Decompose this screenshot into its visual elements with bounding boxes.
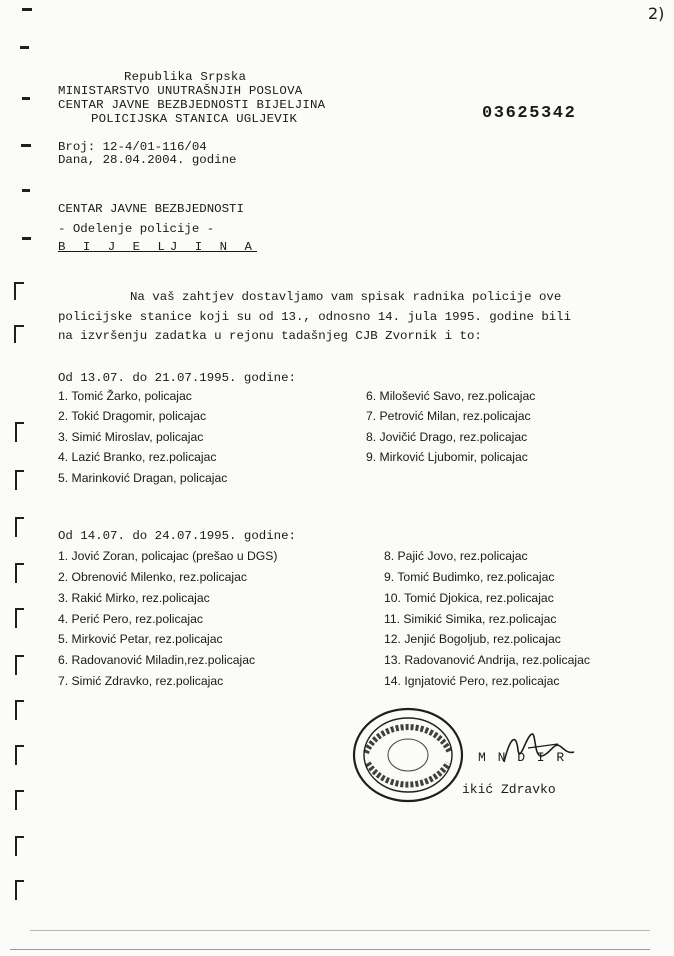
scan-bracket xyxy=(14,325,24,327)
scan-bracket xyxy=(15,836,17,856)
scan-bracket xyxy=(14,282,16,300)
scan-mark xyxy=(20,46,29,49)
scan-mark xyxy=(22,189,30,192)
scan-bracket xyxy=(15,517,17,537)
scan-bracket xyxy=(15,563,24,565)
scan-bracket xyxy=(15,470,17,490)
signatory-title: M N D I R xyxy=(478,750,567,765)
page-number-note: 2) xyxy=(648,4,665,23)
reference-number: Broj: 12-4/01-116/04 xyxy=(58,140,207,154)
list-item: 10. Tomić Djokica, rez.policajac xyxy=(384,591,554,605)
scan-bracket xyxy=(15,836,24,838)
list-item: 7. Simić Zdravko, rez.policajac xyxy=(58,674,224,688)
list-item: 3. Simić Miroslav, policajac xyxy=(58,430,204,444)
handwritten-signature xyxy=(498,728,578,768)
list-item: 6. Milošević Savo, rez.policajac xyxy=(366,389,536,403)
scan-mark xyxy=(21,144,31,147)
scan-mark xyxy=(22,8,32,11)
scan-bracket xyxy=(15,880,17,900)
scan-bracket xyxy=(15,700,24,702)
body-line: na izvršenju zadatka u rejonu tadašnjeg CJB Zvornik i to: xyxy=(58,329,482,343)
list-item: 13. Radovanović Andrija, rez.policajac xyxy=(384,653,590,667)
list-item: 9. Tomić Budimko, rez.policajac xyxy=(384,570,555,584)
scan-bracket xyxy=(14,282,24,284)
body-line: policijske stanice koji su od 13., odnosno 14. jula 1995. godine bili xyxy=(58,310,572,324)
document-date: Dana, 28.04.2004. godine xyxy=(58,153,237,167)
scan-bracket xyxy=(15,790,17,810)
scan-bracket xyxy=(15,745,17,765)
letterhead-line: Republika Srpska xyxy=(124,70,247,84)
list-item: 11. Simikić Simika, rez.policajac xyxy=(384,612,557,626)
recipient-line: CENTAR JAVNE BEZBJEDNOSTI xyxy=(58,202,244,216)
scan-bracket xyxy=(15,655,17,675)
list-item: 2. Tokić Dragomir, policajac xyxy=(58,409,207,423)
scan-rule xyxy=(30,930,650,931)
letterhead-line: POLICIJSKA STANICA UGLJEVIK xyxy=(91,112,298,126)
list-item: 8. Jovičić Drago, rez.policajac xyxy=(366,430,528,444)
list-item: 14. Ignjatović Pero, rez.policajac xyxy=(384,674,560,688)
group-heading: Od 13.07. do 21.07.1995. godine: xyxy=(58,371,296,385)
list-item: 9. Mirković Ljubomir, policajac xyxy=(366,450,528,464)
list-item: 5. Marinković Dragan, policajac xyxy=(58,471,228,485)
scan-mark xyxy=(22,97,30,100)
list-item: 6. Radovanović Miladin,rez.policajac xyxy=(58,653,256,667)
scan-bracket xyxy=(15,470,24,472)
body-line: Na vaš zahtjev dostavljamo vam spisak radnika policije ove xyxy=(130,290,562,304)
letterhead-line: MINISTARSTVO UNUTRAŠNJIH POSLOVA xyxy=(58,84,303,98)
scan-bracket xyxy=(15,608,24,610)
scan-bracket xyxy=(15,745,24,747)
scan-bracket xyxy=(15,790,24,792)
list-item: 1. Tomić Žarko, policajac xyxy=(58,389,192,403)
list-item: 8. Pajić Jovo, rez.policajac xyxy=(384,549,528,563)
list-item: 1. Jović Zoran, policajac (prešao u DGS) xyxy=(58,549,278,563)
scan-mark xyxy=(22,237,31,240)
document-number: 03625342 xyxy=(482,104,577,123)
list-item: 7. Petrović Milan, rez.policajac xyxy=(366,409,531,423)
group-heading: Od 14.07. do 24.07.1995. godine: xyxy=(58,529,296,543)
scan-bracket xyxy=(15,517,24,519)
scan-bracket xyxy=(15,700,17,720)
scan-bracket xyxy=(15,422,17,442)
recipient-city: B I J E LJ I N A xyxy=(58,240,257,254)
recipient-department: - Odelenje policije - xyxy=(58,222,215,236)
scan-bracket xyxy=(15,880,24,882)
scan-bracket xyxy=(15,608,17,628)
scan-bracket xyxy=(15,422,24,424)
list-item: 4. Lazić Branko, rez.policajac xyxy=(58,450,217,464)
list-item: 12. Jenjić Bogoljub, rez.policajac xyxy=(384,632,561,646)
list-item: 3. Rakić Mirko, rez.policajac xyxy=(58,591,210,605)
scan-bracket xyxy=(15,655,24,657)
scan-bracket xyxy=(14,325,16,343)
signatory-name: ikić Zdravko xyxy=(462,782,556,797)
list-item: 4. Perić Pero, rez.policajac xyxy=(58,612,203,626)
scan-rule xyxy=(10,949,650,950)
letterhead-line: CENTAR JAVNE BEZBJEDNOSTI BIJELJINA xyxy=(58,98,326,112)
scan-bracket xyxy=(15,563,17,583)
list-item: 5. Mirković Petar, rez.policajac xyxy=(58,632,223,646)
official-stamp xyxy=(350,705,468,805)
list-item: 2. Obrenović Milenko, rez.policajac xyxy=(58,570,247,584)
body-paragraph xyxy=(58,287,638,346)
